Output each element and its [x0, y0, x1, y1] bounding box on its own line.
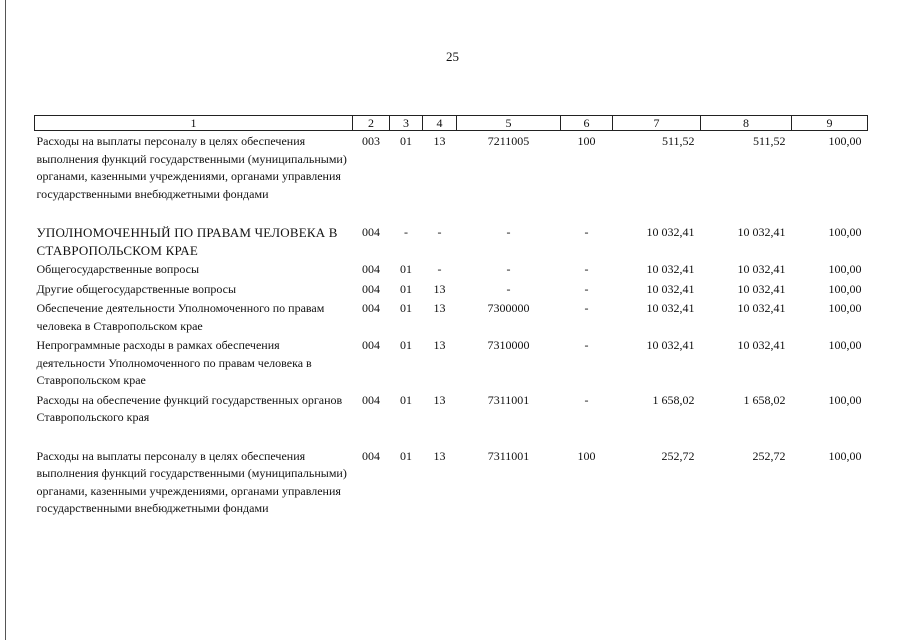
row-spacer: [35, 203, 868, 222]
row-name: Расходы на выплаты персоналу в целях обеспечения выполнения функций государственными (муниципальными) органами, казенными учреждениями, органами управления государственными внебюджетными фондами: [36, 448, 347, 515]
row-amount-actual: 10 032,41: [737, 225, 786, 239]
row-name: Расходы на обеспечение функций государственных органов Ставропольского края: [36, 392, 343, 424]
row-section-code: -: [404, 225, 408, 239]
row-target-code: -: [506, 225, 511, 239]
budget-table-container: [34, 115, 867, 518]
row-expense-type: -: [584, 301, 589, 315]
row-section-code: 01: [400, 448, 412, 463]
row-target-code: 7300000: [487, 301, 530, 315]
row-subsection-code: 13: [433, 448, 446, 463]
row-name: УПОЛНОМОЧЕННЫЙ ПО ПРАВАМ ЧЕЛОВЕКА В СТАВРОПОЛЬСКОМ КРАЕ: [36, 225, 338, 258]
row-section-code: 01: [400, 392, 412, 407]
row-amount-actual: 10 032,41: [737, 338, 786, 352]
row-percent: 100,00: [828, 338, 862, 352]
header-cell-6: 6: [561, 116, 613, 131]
row-subsection-code: 13: [433, 338, 446, 352]
header-cell-9: 9: [792, 116, 868, 131]
row-section-code: 01: [400, 281, 412, 296]
row-subsection-code: -: [437, 225, 442, 239]
row-expense-type: -: [584, 281, 589, 296]
row-ministry-code: 004: [362, 392, 380, 407]
table-row: [35, 446, 868, 518]
row-subsection-code: 13: [433, 134, 446, 148]
row-subsection-code: 13: [433, 281, 446, 296]
row-amount-actual: 511,52: [752, 134, 786, 148]
row-percent: 100,00: [828, 392, 862, 407]
row-ministry-code: 004: [362, 225, 380, 239]
page-left-rule: [5, 0, 6, 640]
row-ministry-code: 004: [362, 338, 380, 352]
row-amount-actual: 10 032,41: [737, 262, 786, 276]
row-name: Обеспечение деятельности Уполномоченного по правам человека в Ставропольском крае: [36, 301, 325, 333]
table-row: [35, 390, 868, 427]
table-row: [35, 131, 868, 204]
table-row: [35, 222, 868, 259]
row-percent: 100,00: [828, 262, 862, 276]
header-cell-3: 3: [390, 116, 423, 131]
row-percent: 100,00: [828, 281, 862, 296]
row-name: Другие общегосударственные вопросы: [36, 281, 237, 296]
header-cell-2: 2: [353, 116, 390, 131]
row-amount-plan: 10 032,41: [646, 281, 695, 296]
row-target-code: 7310000: [487, 338, 530, 352]
header-cell-7: 7: [613, 116, 701, 131]
table-row: [35, 298, 868, 335]
row-amount-actual: 10 032,41: [737, 281, 786, 296]
table-row: [35, 335, 868, 390]
row-ministry-code: 004: [362, 262, 380, 276]
row-spacer: [35, 427, 868, 446]
row-percent: 100,00: [828, 301, 862, 315]
row-target-code: 7211005: [487, 134, 530, 148]
table-row: [35, 259, 868, 279]
row-ministry-code: 003: [362, 134, 380, 148]
row-amount-plan: 10 032,41: [646, 338, 695, 352]
row-ministry-code: 004: [362, 281, 380, 296]
row-amount-actual: 10 032,41: [737, 301, 786, 315]
row-amount-plan: 10 032,41: [646, 301, 695, 315]
row-target-code: 7311001: [487, 392, 530, 407]
row-amount-plan: 511,52: [661, 134, 695, 148]
budget-table: [34, 115, 868, 518]
header-cell-4: 4: [423, 116, 457, 131]
row-name: Расходы на выплаты персоналу в целях обеспечения выполнения функций государственными (муниципальными) органами, казенными учреждениями, органами управления государственными внебюджетными фондами: [36, 134, 347, 201]
row-subsection-code: 13: [433, 301, 446, 315]
header-cell-1: 1: [35, 116, 353, 131]
row-section-code: 01: [400, 134, 412, 148]
row-expense-type: -: [584, 338, 589, 352]
row-amount-actual: 252,72: [752, 448, 786, 463]
row-target-code: -: [506, 281, 511, 296]
table-row: [35, 279, 868, 299]
row-ministry-code: 004: [362, 448, 380, 463]
header-cell-5: 5: [457, 116, 561, 131]
row-name: Непрограммные расходы в рамках обеспечения деятельности Уполномоченного по правам человека в Ставропольском крае: [36, 338, 312, 387]
row-amount-plan: 10 032,41: [646, 225, 695, 239]
row-expense-type: -: [584, 262, 589, 276]
row-section-code: 01: [400, 301, 412, 315]
row-amount-actual: 1 658,02: [743, 392, 786, 407]
row-amount-plan: 10 032,41: [646, 262, 695, 276]
row-name: Общегосударственные вопросы: [36, 262, 200, 276]
row-subsection-code: -: [437, 262, 442, 276]
row-expense-type: 100: [577, 134, 596, 148]
row-subsection-code: 13: [433, 392, 446, 407]
row-percent: 100,00: [828, 448, 862, 463]
row-percent: 100,00: [828, 225, 862, 239]
row-expense-type: -: [584, 225, 589, 239]
row-expense-type: -: [584, 392, 589, 407]
page-number: 25: [446, 49, 459, 64]
row-target-code: -: [506, 262, 511, 276]
column-number-header: [35, 116, 868, 131]
row-amount-plan: 252,72: [661, 448, 695, 463]
header-cell-8: 8: [701, 116, 792, 131]
row-amount-plan: 1 658,02: [652, 392, 695, 407]
row-ministry-code: 004: [362, 301, 380, 315]
row-percent: 100,00: [828, 134, 862, 148]
row-target-code: 7311001: [487, 448, 530, 463]
row-section-code: 01: [400, 338, 412, 352]
row-expense-type: 100: [577, 448, 596, 463]
row-section-code: 01: [400, 262, 412, 276]
